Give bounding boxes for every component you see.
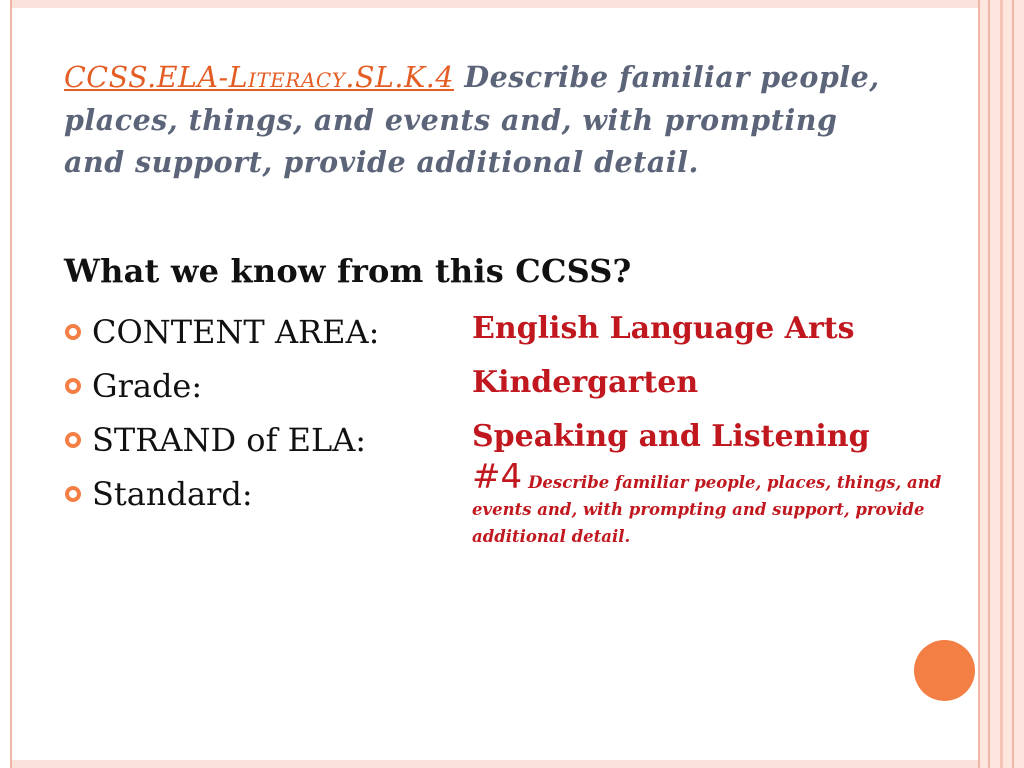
answer-content-area: English Language Arts [472, 311, 855, 346]
frame-right-line [978, 0, 980, 768]
answer-standard [472, 457, 942, 550]
frame-right-line [988, 0, 990, 768]
bullet-list [64, 305, 379, 521]
bullet-item-standard [64, 467, 379, 521]
decorative-circle [914, 640, 975, 701]
frame-right-line [1000, 0, 1003, 768]
bullet-item-grade [64, 359, 379, 413]
bullet-ring-icon [64, 413, 86, 467]
bullet-item-content-area [64, 305, 379, 359]
standard-detail: Describe familiar people, places, things, and events and, with prompting and support, provide additional detail. [472, 473, 942, 546]
bullet-ring-icon [64, 305, 86, 359]
bullet-label: CONTENT AREA: [92, 313, 380, 351]
answer-strand: Speaking and Listening [472, 419, 870, 454]
standard-number: #4 [472, 457, 523, 497]
answer-grade: Kindergarten [472, 365, 699, 400]
frame-right-line [1012, 0, 1014, 768]
bullet-label: Grade: [92, 367, 203, 405]
bullet-label: Standard: [92, 475, 253, 513]
answers-column [472, 302, 952, 550]
bullet-ring-icon [64, 359, 86, 413]
frame-left-border [10, 0, 12, 768]
title-description: Describe familiar people, places, things, and events and, with prompting and support, provide additional detail. [64, 60, 880, 179]
frame-top-border [10, 0, 980, 8]
section-question: What we know from this CCSS? [64, 252, 632, 290]
bullet-label: STRAND of ELA: [92, 421, 367, 459]
frame-bottom-border [10, 760, 980, 768]
bullet-ring-icon [64, 467, 86, 521]
slide-title [64, 56, 904, 183]
bullet-item-strand [64, 413, 379, 467]
standard-code-link[interactable]: CCSS.ELA-Literacy.SL.K.4 [64, 61, 454, 94]
